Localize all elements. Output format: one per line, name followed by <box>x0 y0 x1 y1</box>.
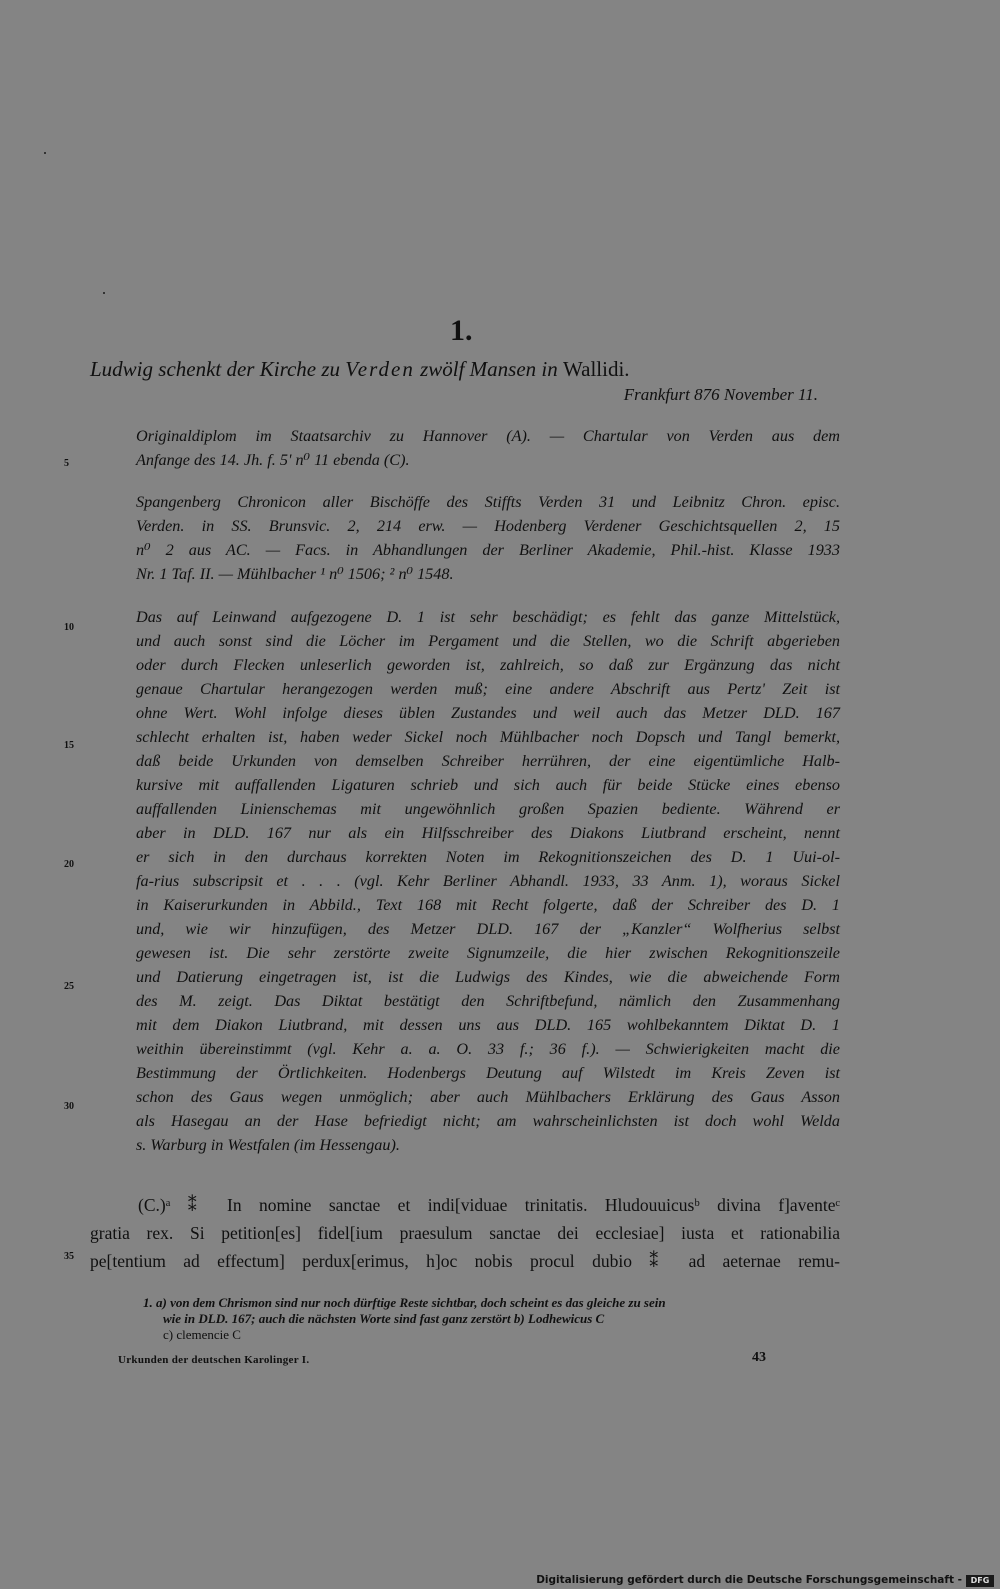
source-line: Nr. 1 Taf. II. — Mühlbacher ¹ n⁰ 1506; ² n⁰ 1548. <box>136 565 454 583</box>
commentary-line: und Datierung eingetragen ist, ist die Ludwigs des Kindes, wie die abweichende Form <box>136 968 840 986</box>
commentary-line: weithin übereinstimmt (vgl. Kehr a. a. O. 33 f.; 36 f.). — Schwierigkeiten macht die <box>136 1040 840 1058</box>
commentary-line: aber in DLD. 167 nur als ein Hilfsschreiber des Diakons Liutbrand erscheint, nennt <box>136 824 840 842</box>
commentary-line: kursive mit auffallenden Ligaturen schrieb und sich auch für beide Stücke eines ebenso <box>136 776 840 794</box>
footnote-line: wie in DLD. 167; auch die nächsten Worte sind fast ganz zerstört b) Lodhewicus C <box>163 1311 605 1326</box>
source-line: Spangenberg Chronicon aller Bischöffe des Stiffts Verden 31 und Leibnitz Chron. episc. <box>136 493 840 511</box>
commentary-line: oder durch Flecken unleserlich geworden ist, zahlreich, so daß zur Ergänzung das nicht <box>136 656 840 674</box>
line-number: 25 <box>64 981 74 992</box>
charter-text <box>90 1191 840 1275</box>
commentary-line: s. Warburg in Westfalen (im Hessengau). <box>136 1136 400 1154</box>
commentary-line: des M. zeigt. Das Diktat bestätigt den Schriftbefund, nämlich den Zusammenhang <box>136 992 840 1010</box>
commentary <box>136 605 840 1157</box>
line-number: 30 <box>64 1101 74 1112</box>
title-place: Wallidi. <box>563 357 630 381</box>
commentary-line: daß beide Urkunden von demselben Schreiber herrühren, der eine eigentümliche Halb- <box>136 752 840 770</box>
scan-speck <box>44 152 46 154</box>
line-number: 5 <box>64 458 69 469</box>
dfg-logo-icon: DFG <box>966 1575 994 1587</box>
title-part-2: zwölf Mansen in <box>420 357 558 381</box>
line-number: 35 <box>64 1251 74 1262</box>
commentary-line: auffallenden Linienschemas mit ungewöhnlich großen Spazien bediente. Während er <box>136 800 840 818</box>
sources-block-2 <box>136 490 840 586</box>
charter-text-line: (C.)ᵃ ⁑ In nomine sanctae et indi[viduae trinitatis. Hludouuicusᵇ divina f]aventeᶜ <box>138 1195 840 1215</box>
dfg-notice: Digitalisierung gefördert durch die Deutsche Forschungsgemeinschaft - <box>536 1574 962 1586</box>
commentary-line: er sich in den durchaus korrekten Noten im Rekognitionszeichen des D. 1 Uui-ol- <box>136 848 840 866</box>
title-part-1: Ludwig schenkt der Kirche zu <box>90 357 341 381</box>
commentary-line: und, wie wir hinzufügen, des Metzer DLD. 167 der „Kanzler“ Wolfherius selbst <box>136 920 840 938</box>
source-line: n⁰ 2 aus AC. — Facs. in Abhandlungen der Berliner Akademie, Phil.-hist. Klasse 1933 <box>136 541 840 559</box>
footnotes <box>143 1295 843 1343</box>
line-number: 15 <box>64 740 74 751</box>
scan-speck <box>103 292 105 294</box>
place-date: Frankfurt 876 November 11. <box>623 385 818 404</box>
commentary-line: in Kaiserurkunden in Abbild., Text 168 mit Recht folgerte, daß der Schreiber des D. 1 <box>136 896 840 914</box>
sources-block-1 <box>136 424 840 472</box>
charter-number: 1. <box>450 314 473 347</box>
source-line: Anfange des 14. Jh. f. 5' n⁰ 11 ebenda (C). <box>136 451 410 469</box>
commentary-line: mit dem Diakon Liutbrand, mit dessen uns aus DLD. 165 wohlbekanntem Diktat D. 1 <box>136 1016 840 1034</box>
footnote-line: 1. a) von dem Chrismon sind nur noch dürftige Reste sichtbar, doch scheint es das gleiche zu sein <box>143 1295 666 1310</box>
charter-text-line: gratia rex. Si petition[es] fidel[ium praesulum sanctae dei ecclesiae] iusta et rationabilia <box>90 1223 840 1243</box>
charter-text-line: pe[tentium ad effectum] perdux[erimus, h]oc nobis procul dubio ⁑ ad aeternae remu- <box>90 1251 840 1271</box>
series-title: Urkunden der deutschen Karolinger I. <box>118 1354 310 1366</box>
line-number: 10 <box>64 622 74 633</box>
commentary-line: schlecht erhalten ist, haben weder Sickel noch Mühlbacher noch Dopsch und Tangl bemerkt, <box>136 728 840 746</box>
page-number: 43 <box>752 1350 766 1365</box>
commentary-line: und auch sonst sind die Löcher im Pergament und die Stellen, wo die Schrift abgerieben <box>136 632 840 650</box>
footnote-line: c) clemencie C <box>163 1327 241 1342</box>
source-line: Originaldiplom im Staatsarchiv zu Hannover (A). — Chartular von Verden aus dem <box>136 427 840 445</box>
commentary-line: genaue Chartular herangezogen werden muß; eine andere Abschrift aus Pertz' Zeit ist <box>136 680 840 698</box>
commentary-line: ohne Wert. Wohl infolge dieses üblen Zustandes und weil auch das Metzer DLD. 167 <box>136 704 840 722</box>
commentary-line: Bestimmung der Örtlichkeiten. Hodenbergs Deutung auf Wilstedt im Kreis Zeven ist <box>136 1064 840 1082</box>
source-line: Verden. in SS. Brunsvic. 2, 214 erw. — Hodenberg Verdener Geschichtsquellen 2, 15 <box>136 517 840 535</box>
commentary-line: fa-rius subscripsit et . . . (vgl. Kehr Berliner Abhandl. 1933, 33 Anm. 1), woraus Sickel <box>136 872 840 890</box>
title-verden: Verden <box>345 357 415 381</box>
commentary-line: Das auf Leinwand aufgezogene D. 1 ist sehr beschädigt; es fehlt das ganze Mittelstück, <box>136 608 840 626</box>
commentary-line: als Hasegau an der Hase befriedigt nicht; am wahrscheinlichsten ist doch wohl Welda <box>136 1112 840 1130</box>
commentary-line: gewesen ist. Die sehr zerstörte zweite Signumzeile, die hier zwischen Rekognitionszeile <box>136 944 840 962</box>
commentary-line: schon des Gaus wegen unmöglich; aber auch Mühlbachers Erklärung des Gaus Asson <box>136 1088 840 1106</box>
line-number: 20 <box>64 859 74 870</box>
charter-title <box>90 356 820 382</box>
